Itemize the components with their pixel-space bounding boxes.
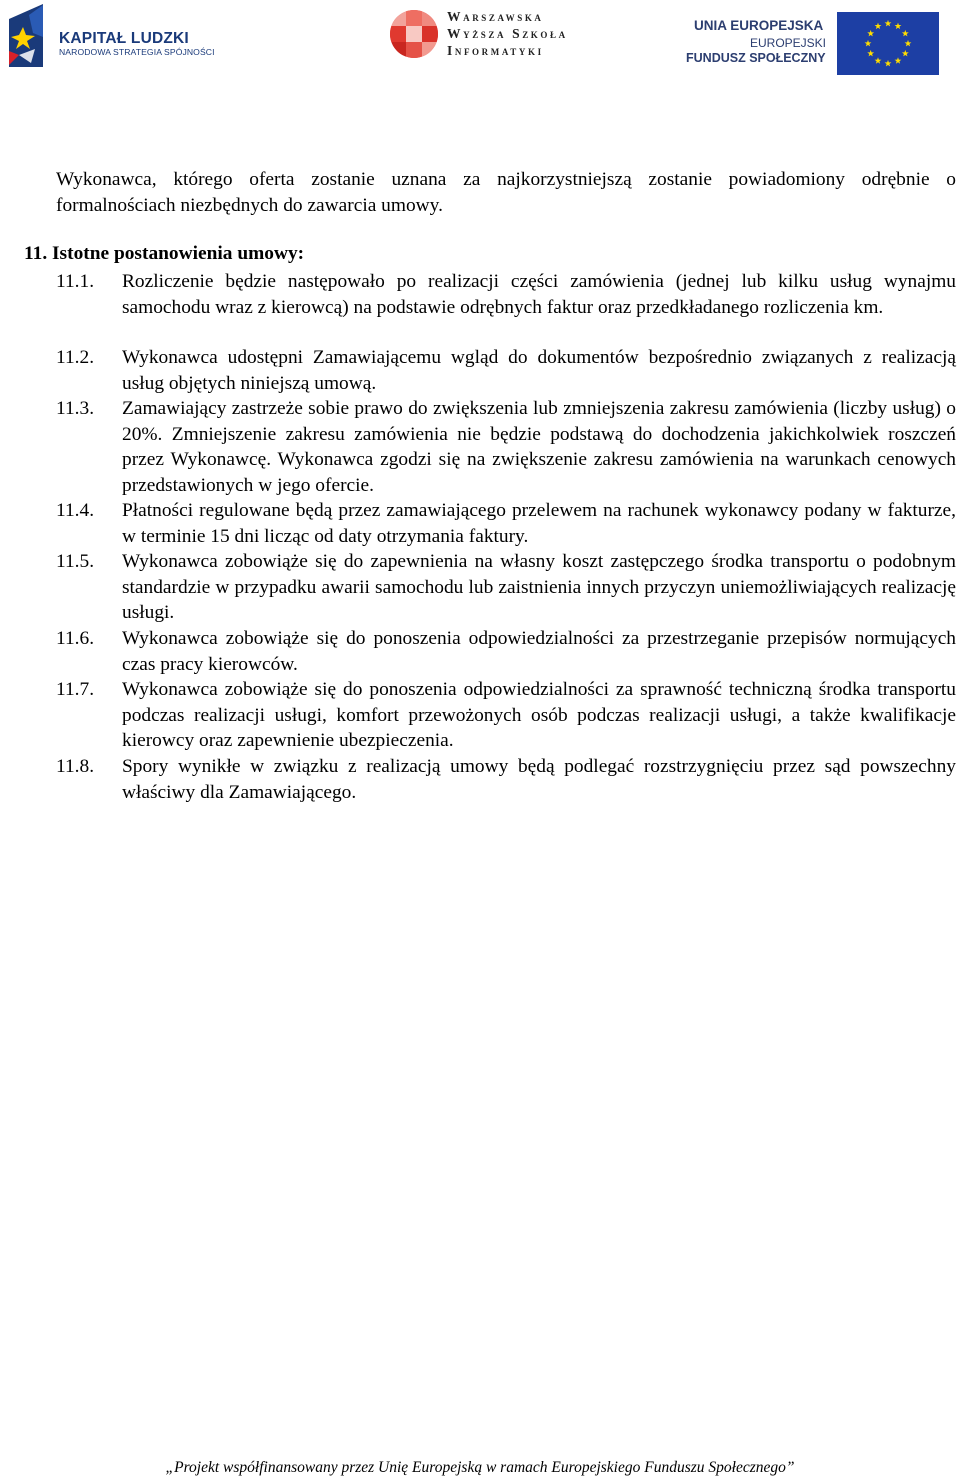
eu-star-icon — [902, 30, 909, 37]
item-number: 11.7. — [56, 679, 95, 700]
list-item — [56, 754, 956, 805]
kapital-ludzki-subtitle: NARODOWA STRATEGIA SPÓJNOŚCI — [59, 47, 215, 57]
wwsi-line-3: Informatyki — [447, 43, 544, 58]
kapital-ludzki-title: KAPITAŁ LUDZKI — [59, 30, 189, 47]
eu-line-2: EUROPEJSKI — [750, 36, 827, 50]
eu-star-icon — [885, 60, 892, 67]
eu-star-icon — [885, 20, 892, 27]
eu-star-icon — [875, 23, 882, 30]
eu-star-icon — [867, 50, 874, 57]
item-number: 11.8. — [56, 756, 95, 777]
item-text: Wykonawca zobowiąże się do ponoszenia odpowiedzialności za sprawność techniczną środka transportu podczas realizacji usługi, komfort przewożonych osób podczas realizacji usługi, a także kwalifikacje kierowcy oraz zapewnienie ubezpieczenia. — [122, 679, 956, 752]
eu-flag — [837, 12, 939, 75]
wwsi-line-2: Wyższa Szkoła — [447, 26, 568, 41]
list-item — [56, 498, 956, 549]
item-number: 11.3. — [56, 398, 95, 419]
list-item — [56, 677, 956, 754]
eu-star-icon — [905, 40, 912, 47]
item-text: Płatności regulowane będą przez zamawiającego przelewem na rachunek wykonawcy podany w fakturze, w terminie 15 dni licząc od daty otrzymania faktury. — [122, 500, 956, 547]
eu-star-icon — [902, 50, 909, 57]
eu-star-icon — [895, 57, 902, 64]
list-item — [56, 269, 956, 320]
list-item — [56, 549, 956, 626]
item-number: 11.4. — [56, 500, 95, 521]
list-item — [56, 626, 956, 677]
eu-star-icon — [875, 57, 882, 64]
eu-star-icon — [867, 30, 874, 37]
wwsi-line-1: Warszawska — [447, 9, 544, 24]
eu-line-1: UNIA EUROPEJSKA — [694, 18, 824, 33]
eu-logo — [686, 12, 944, 76]
kapital-ludzki-star-icon — [5, 3, 49, 69]
item-number: 11.1. — [56, 271, 95, 292]
item-number: 11.2. — [56, 347, 95, 368]
footer-note: „Projekt współfinansowany przez Unię Europejską w ramach Europejskiego Funduszu Społecznego” — [165, 1459, 795, 1476]
item-text: Wykonawca zobowiąże się do ponoszenia odpowiedzialności za przestrzeganie przepisów normujących czas pracy kierowców. — [122, 628, 956, 675]
kapital-ludzki-logo — [5, 3, 215, 71]
eu-stars-icon — [837, 12, 939, 75]
item-number: 11.6. — [56, 628, 95, 649]
item-number: 11.5. — [56, 551, 95, 572]
item-text: Spory wynikłe w związku z realizacją umowy będą podlegać rozstrzygnięciu przez sąd powszechny właściwy dla Zamawiającego. — [122, 756, 956, 803]
intro-paragraph: Wykonawca, którego oferta zostanie uznana za najkorzystniejszą zostanie powiadomiony odrębnie o formalnościach niezbędnych do zawarcia umowy. — [56, 169, 956, 216]
section-heading: 11. Istotne postanowienia umowy: — [24, 243, 305, 264]
item-text: Zamawiający zastrzeże sobie prawo do zwiększenia lub zmniejszenia zakresu zamówienia (liczby usług) o 20%. Zmniejszenie zakresu zamówienia nie będzie podstawą do dochodzenia jakichkolwiek roszczeń przez Wykonawcę. Wykonawca zgodzi się na zwiększenie zakresu zamówienia na warunkach cenowych przedstawionych w jego ofercie. — [122, 398, 956, 496]
item-text: Wykonawca udostępni Zamawiającemu wgląd do dokumentów bezpośrednio związanych z realizacją usług objętych niniejszą umową. — [122, 347, 956, 394]
list-item — [56, 345, 956, 396]
eu-star-icon — [865, 40, 872, 47]
item-text: Rozliczenie będzie następowało po realizacji części zamówienia (jednej lub kilku usług wynajmu samochodu wraz z kierowcą) na podstawie odrębnych faktur oraz przedkładanego rozliczenia km. — [122, 271, 956, 318]
wwsi-logo — [389, 9, 574, 65]
eu-star-icon — [895, 23, 902, 30]
eu-line-3: FUNDUSZ SPOŁECZNY — [686, 51, 826, 65]
list-item — [56, 396, 956, 498]
item-text: Wykonawca zobowiąże się do zapewnienia na własny koszt zastępczego środka transportu o podobnym standardzie w przypadku awarii samochodu lub zaistnienia innych przyczyn uniemożliwiających realizację usługi. — [122, 551, 956, 624]
wwsi-mosaic-icon — [389, 9, 439, 59]
